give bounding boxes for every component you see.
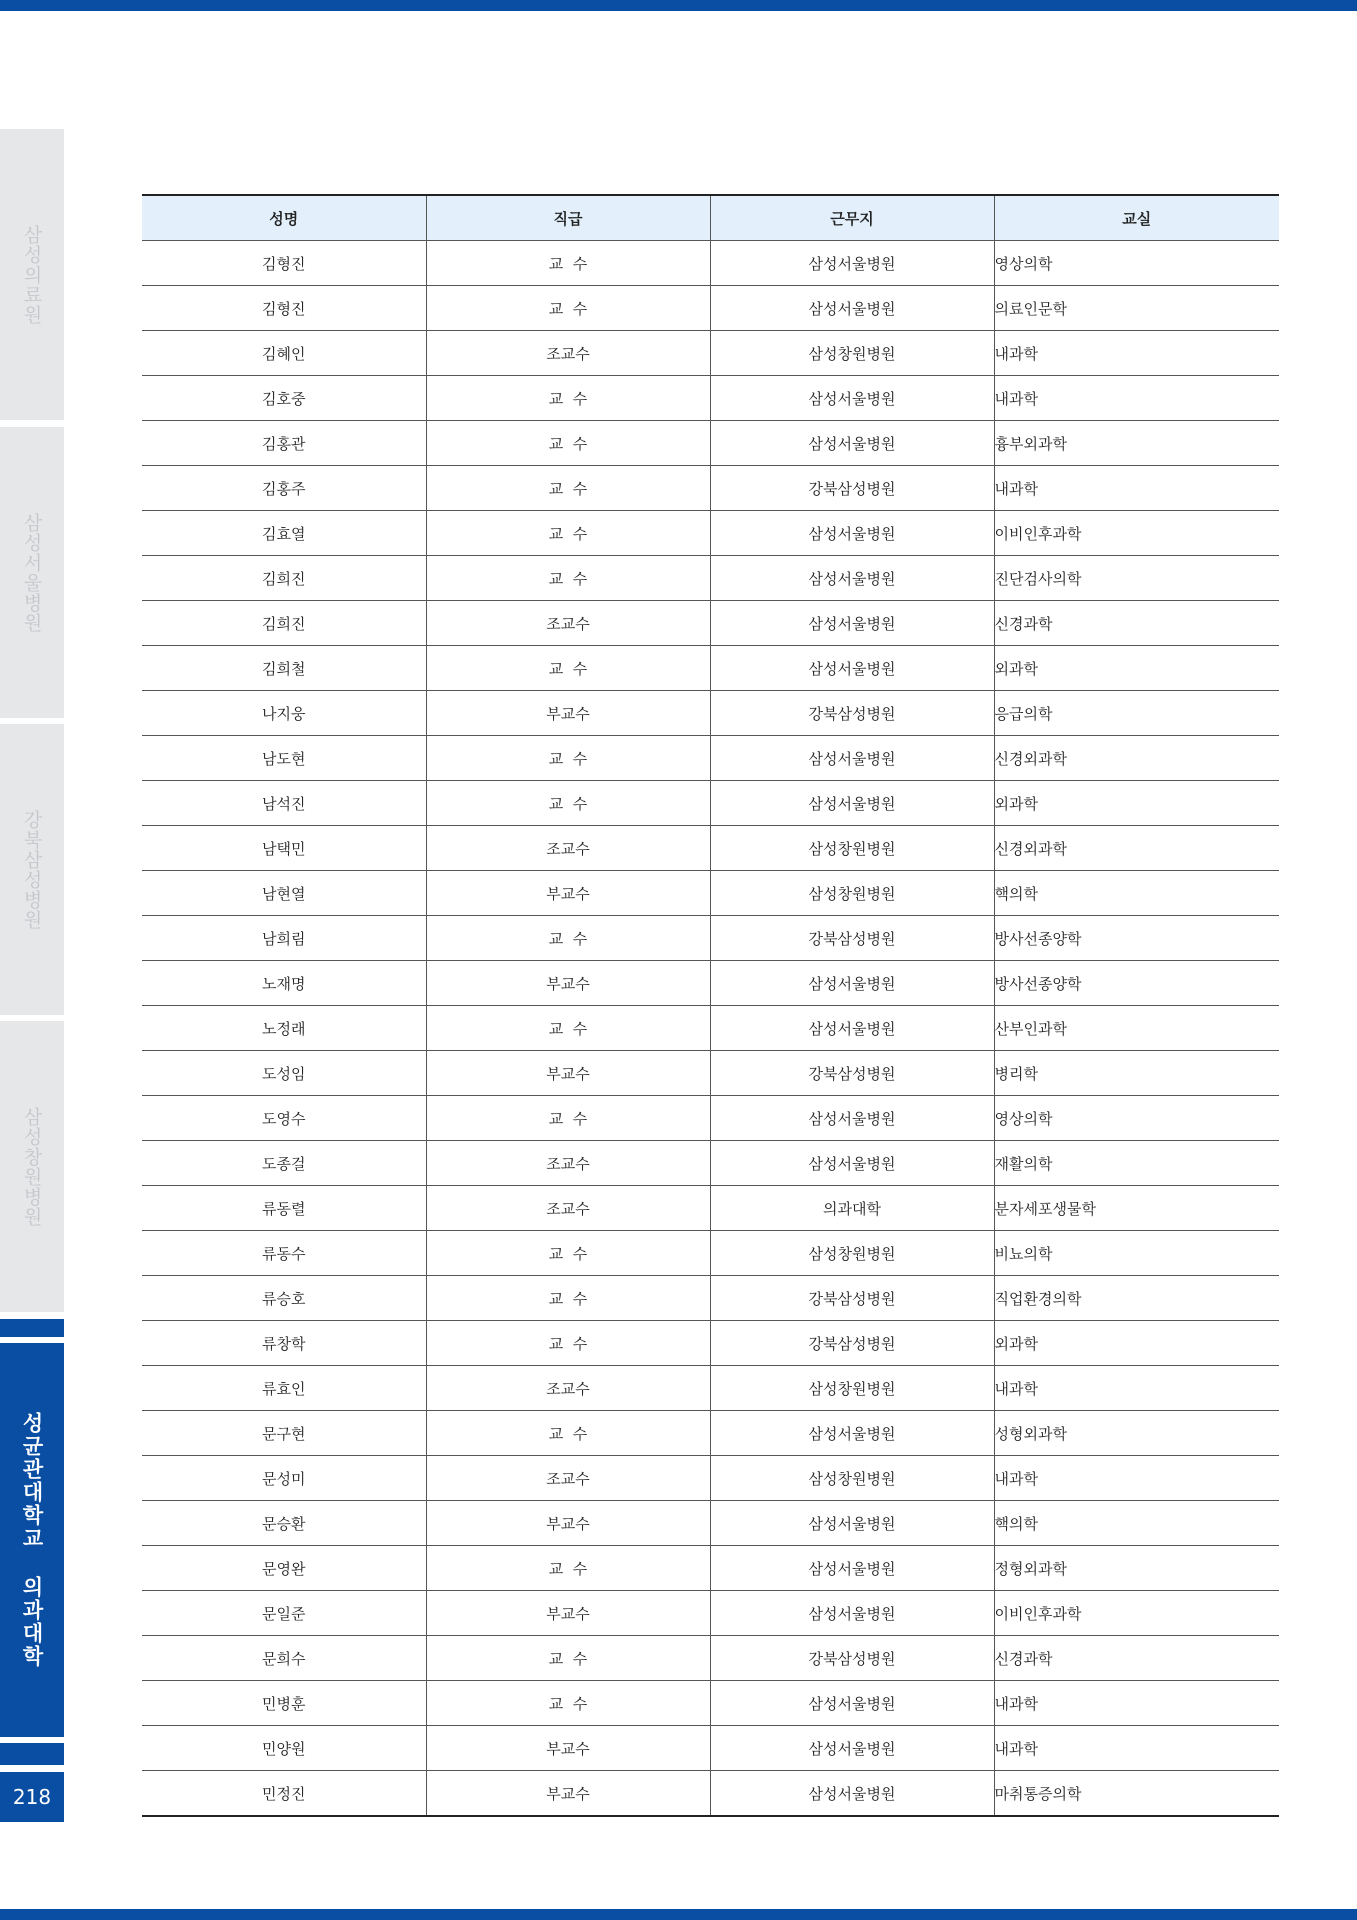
cell-dept: 내과학 bbox=[994, 466, 1279, 511]
cell-name: 문성미 bbox=[142, 1456, 426, 1501]
cell-rank: 교 수 bbox=[426, 1006, 710, 1051]
cell-name: 도성임 bbox=[142, 1051, 426, 1096]
cell-name: 김형진 bbox=[142, 241, 426, 286]
cell-site: 강북삼성병원 bbox=[710, 1636, 994, 1681]
table-row bbox=[142, 1681, 1279, 1726]
cell-rank: 교 수 bbox=[426, 781, 710, 826]
table-body bbox=[142, 241, 1279, 1817]
table-row bbox=[142, 1096, 1279, 1141]
header-rank: 직급 bbox=[426, 195, 710, 241]
cell-rank: 조교수 bbox=[426, 1141, 710, 1186]
table-row bbox=[142, 421, 1279, 466]
table-row bbox=[142, 1456, 1279, 1501]
bottom-accent-bar bbox=[0, 1909, 1357, 1920]
cell-site: 강북삼성병원 bbox=[710, 1276, 994, 1321]
table-row bbox=[142, 601, 1279, 646]
cell-dept: 진단검사의학 bbox=[994, 556, 1279, 601]
cell-site: 삼성서울병원 bbox=[710, 1006, 994, 1051]
side-tab-label: 삼성창원병원 bbox=[20, 1106, 43, 1227]
cell-name: 문일준 bbox=[142, 1591, 426, 1636]
cell-dept: 외과학 bbox=[994, 1321, 1279, 1366]
table-row bbox=[142, 1231, 1279, 1276]
cell-rank: 부교수 bbox=[426, 961, 710, 1006]
cell-name: 류동수 bbox=[142, 1231, 426, 1276]
cell-site: 삼성서울병원 bbox=[710, 736, 994, 781]
cell-dept: 분자세포생물학 bbox=[994, 1186, 1279, 1231]
cell-site: 삼성창원병원 bbox=[710, 1456, 994, 1501]
cell-rank: 교 수 bbox=[426, 1321, 710, 1366]
cell-name: 민정진 bbox=[262, 1784, 306, 1803]
table-row bbox=[142, 916, 1279, 961]
cell-dept: 방사선종양학 bbox=[994, 916, 1279, 961]
cell-site: 삼성서울병원 bbox=[710, 961, 994, 1006]
table-row bbox=[142, 1366, 1279, 1411]
side-tab-samsung-changwon-hospital[interactable] bbox=[0, 1021, 64, 1312]
cell-site: 삼성서울병원 bbox=[710, 1501, 994, 1546]
cell-dept: 내과학 bbox=[994, 1726, 1279, 1771]
table-row bbox=[142, 376, 1279, 421]
table-row bbox=[142, 736, 1279, 781]
cell-site: 삼성서울병원 bbox=[710, 1141, 994, 1186]
cell-dept: 신경외과학 bbox=[994, 826, 1279, 871]
side-tab-label: 삼성서울병원 bbox=[20, 512, 43, 633]
cell-rank: 조교수 bbox=[426, 1366, 710, 1411]
side-tab-divider bbox=[0, 1319, 64, 1337]
cell-dept: 내과학 bbox=[994, 1366, 1279, 1411]
cell-site: 삼성서울병원 bbox=[710, 1096, 994, 1141]
table-row bbox=[142, 646, 1279, 691]
cell-rank: 교 수 bbox=[426, 466, 710, 511]
cell-dept: 내과학 bbox=[994, 376, 1279, 421]
cell-dept: 영상의학 bbox=[994, 1096, 1279, 1141]
cell-name: 나지웅 bbox=[142, 691, 426, 736]
cell-site: 삼성서울병원 bbox=[710, 781, 994, 826]
cell-rank: 교 수 bbox=[426, 286, 710, 331]
cell-dept: 이비인후과학 bbox=[994, 1591, 1279, 1636]
cell-name: 문영완 bbox=[142, 1546, 426, 1591]
cell-name: 남석진 bbox=[142, 781, 426, 826]
cell-dept: 핵의학 bbox=[994, 1501, 1279, 1546]
table-row bbox=[142, 1186, 1279, 1231]
cell-dept: 이비인후과학 bbox=[994, 511, 1279, 556]
cell-site: 삼성서울병원 bbox=[710, 1771, 994, 1817]
cell-name: 김혜인 bbox=[142, 331, 426, 376]
cell-dept: 신경외과학 bbox=[994, 736, 1279, 781]
cell-rank: 교 수 bbox=[426, 916, 710, 961]
cell-site: 삼성서울병원 bbox=[710, 1546, 994, 1591]
cell-rank: 조교수 bbox=[426, 601, 710, 646]
cell-name: 류창학 bbox=[142, 1321, 426, 1366]
cell-rank: 부교수 bbox=[426, 871, 710, 916]
cell-dept: 재활의학 bbox=[994, 1141, 1279, 1186]
header-name: 성명 bbox=[142, 195, 426, 241]
cell-dept: 직업환경의학 bbox=[994, 1276, 1279, 1321]
cell-name: 남희림 bbox=[142, 916, 426, 961]
cell-dept: 내과학 bbox=[994, 331, 1279, 376]
cell-dept: 정형외과학 bbox=[994, 1546, 1279, 1591]
cell-name: 김홍주 bbox=[142, 466, 426, 511]
cell-rank: 교 수 bbox=[426, 511, 710, 556]
cell-rank: 부교수 bbox=[426, 691, 710, 736]
table-header-row bbox=[142, 195, 1279, 241]
cell-site: 삼성서울병원 bbox=[710, 646, 994, 691]
cell-site: 삼성창원병원 bbox=[710, 871, 994, 916]
cell-rank: 부교수 bbox=[426, 1726, 710, 1771]
cell-rank: 교 수 bbox=[426, 1276, 710, 1321]
cell-rank: 조교수 bbox=[426, 1186, 710, 1231]
cell-rank: 부교수 bbox=[426, 1501, 710, 1546]
table-row bbox=[142, 466, 1279, 511]
cell-name: 류효인 bbox=[142, 1366, 426, 1411]
table-row bbox=[142, 1546, 1279, 1591]
table-row bbox=[142, 556, 1279, 601]
header-dept: 교실 bbox=[994, 195, 1279, 241]
cell-name: 김희철 bbox=[142, 646, 426, 691]
cell-site: 강북삼성병원 bbox=[710, 916, 994, 961]
cell-dept: 마취통증의학 bbox=[994, 1771, 1279, 1817]
table-row bbox=[142, 871, 1279, 916]
cell-rank: 교 수 bbox=[426, 1231, 710, 1276]
cell-dept: 흉부외과학 bbox=[994, 421, 1279, 466]
cell-name: 류동렬 bbox=[142, 1186, 426, 1231]
cell-name: 김홍관 bbox=[142, 421, 426, 466]
table-row bbox=[142, 241, 1279, 286]
side-tab-label: 삼성의료원 bbox=[20, 224, 43, 325]
table-row bbox=[142, 1636, 1279, 1681]
cell-dept: 산부인과학 bbox=[994, 1006, 1279, 1051]
cell-site: 삼성창원병원 bbox=[710, 1231, 994, 1276]
cell-dept: 의료인문학 bbox=[994, 286, 1279, 331]
cell-site: 삼성창원병원 bbox=[710, 331, 994, 376]
cell-site: 강북삼성병원 bbox=[710, 1051, 994, 1096]
cell-site: 삼성서울병원 bbox=[710, 376, 994, 421]
table-row bbox=[142, 1726, 1279, 1771]
cell-dept: 핵의학 bbox=[994, 871, 1279, 916]
cell-name: 남도현 bbox=[142, 736, 426, 781]
cell-name: 김형진 bbox=[142, 286, 426, 331]
cell-rank: 부교수 bbox=[426, 1591, 710, 1636]
cell-site: 삼성서울병원 bbox=[710, 1591, 994, 1636]
cell-rank: 조교수 bbox=[426, 331, 710, 376]
table-row bbox=[142, 961, 1279, 1006]
page-number: 218 bbox=[0, 1772, 64, 1822]
cell-rank: 부교수 bbox=[426, 1771, 710, 1817]
table-row bbox=[142, 1006, 1279, 1051]
cell-dept: 성형외과학 bbox=[994, 1411, 1279, 1456]
cell-dept: 영상의학 bbox=[994, 241, 1279, 286]
table-row bbox=[142, 1771, 1279, 1817]
cell-dept: 내과학 bbox=[994, 1456, 1279, 1501]
table-row bbox=[142, 511, 1279, 556]
cell-rank: 교 수 bbox=[426, 736, 710, 781]
cell-site: 강북삼성병원 bbox=[710, 466, 994, 511]
cell-rank: 교 수 bbox=[426, 376, 710, 421]
table-row bbox=[142, 1411, 1279, 1456]
top-accent-bar bbox=[0, 0, 1357, 11]
side-tab-divider bbox=[0, 1743, 64, 1765]
cell-dept: 병리학 bbox=[994, 1051, 1279, 1096]
cell-name: 김호중 bbox=[142, 376, 426, 421]
side-tab-samsung-seoul-hospital[interactable] bbox=[0, 427, 64, 718]
table-row bbox=[142, 1141, 1279, 1186]
cell-name: 문희수 bbox=[142, 1636, 426, 1681]
cell-site: 삼성서울병원 bbox=[710, 511, 994, 556]
cell-rank: 교 수 bbox=[426, 241, 710, 286]
cell-name: 민양원 bbox=[142, 1726, 426, 1771]
table-row bbox=[142, 691, 1279, 736]
cell-site: 삼성서울병원 bbox=[710, 421, 994, 466]
cell-site: 의과대학 bbox=[710, 1186, 994, 1231]
cell-site: 삼성서울병원 bbox=[710, 286, 994, 331]
cell-dept: 비뇨의학 bbox=[994, 1231, 1279, 1276]
cell-name: 노재명 bbox=[142, 961, 426, 1006]
cell-site: 강북삼성병원 bbox=[710, 691, 994, 736]
side-tab-active-label: 성균관대학교 의과대학 bbox=[20, 1412, 44, 1668]
table-row bbox=[142, 1321, 1279, 1366]
cell-dept: 외과학 bbox=[994, 781, 1279, 826]
table-row bbox=[142, 331, 1279, 376]
cell-name: 김효열 bbox=[142, 511, 426, 556]
cell-name: 류승호 bbox=[142, 1276, 426, 1321]
cell-rank: 조교수 bbox=[426, 826, 710, 871]
cell-name: 민병훈 bbox=[142, 1681, 426, 1726]
cell-name: 문구현 bbox=[142, 1411, 426, 1456]
cell-dept: 외과학 bbox=[994, 646, 1279, 691]
cell-site: 삼성창원병원 bbox=[710, 826, 994, 871]
cell-dept: 방사선종양학 bbox=[994, 961, 1279, 1006]
cell-site: 삼성서울병원 bbox=[710, 1681, 994, 1726]
cell-rank: 교 수 bbox=[426, 421, 710, 466]
cell-site: 삼성서울병원 bbox=[710, 556, 994, 601]
table-row bbox=[142, 1051, 1279, 1096]
side-tab-label: 강북삼성병원 bbox=[20, 809, 43, 930]
cell-site: 강북삼성병원 bbox=[710, 1321, 994, 1366]
cell-dept: 응급의학 bbox=[994, 691, 1279, 736]
cell-name: 노정래 bbox=[142, 1006, 426, 1051]
cell-dept: 내과학 bbox=[994, 1681, 1279, 1726]
cell-site: 삼성서울병원 bbox=[710, 601, 994, 646]
table-row bbox=[142, 1276, 1279, 1321]
cell-name: 도영수 bbox=[142, 1096, 426, 1141]
table-row bbox=[142, 286, 1279, 331]
table-row bbox=[142, 1591, 1279, 1636]
cell-dept: 신경과학 bbox=[994, 1636, 1279, 1681]
cell-rank: 교 수 bbox=[426, 556, 710, 601]
table-row bbox=[142, 826, 1279, 871]
cell-name: 김희진 bbox=[142, 601, 426, 646]
cell-name: 문승환 bbox=[142, 1501, 426, 1546]
table-row bbox=[142, 781, 1279, 826]
cell-rank: 교 수 bbox=[426, 1681, 710, 1726]
cell-rank: 부교수 bbox=[426, 1051, 710, 1096]
side-tab-kangbuk-samsung-hospital[interactable] bbox=[0, 724, 64, 1015]
cell-rank: 교 수 bbox=[426, 1546, 710, 1591]
cell-name: 김희진 bbox=[142, 556, 426, 601]
cell-rank: 교 수 bbox=[426, 1096, 710, 1141]
cell-name: 도종걸 bbox=[142, 1141, 426, 1186]
cell-name: 남택민 bbox=[142, 826, 426, 871]
table-row bbox=[142, 1501, 1279, 1546]
cell-rank: 조교수 bbox=[426, 1456, 710, 1501]
header-site: 근무지 bbox=[710, 195, 994, 241]
cell-rank: 교 수 bbox=[426, 646, 710, 691]
side-tab-skku-medicine[interactable] bbox=[0, 1343, 64, 1737]
cell-name: 남현열 bbox=[142, 871, 426, 916]
cell-site: 삼성서울병원 bbox=[710, 1411, 994, 1456]
cell-site: 삼성서울병원 bbox=[710, 1726, 994, 1771]
side-tab-samsung-medical-center[interactable] bbox=[0, 129, 64, 420]
cell-site: 삼성서울병원 bbox=[710, 241, 994, 286]
cell-rank: 교 수 bbox=[426, 1411, 710, 1456]
faculty-table bbox=[142, 194, 1279, 1817]
cell-dept: 신경과학 bbox=[994, 601, 1279, 646]
cell-site: 삼성창원병원 bbox=[710, 1366, 994, 1411]
cell-rank: 교 수 bbox=[426, 1636, 710, 1681]
